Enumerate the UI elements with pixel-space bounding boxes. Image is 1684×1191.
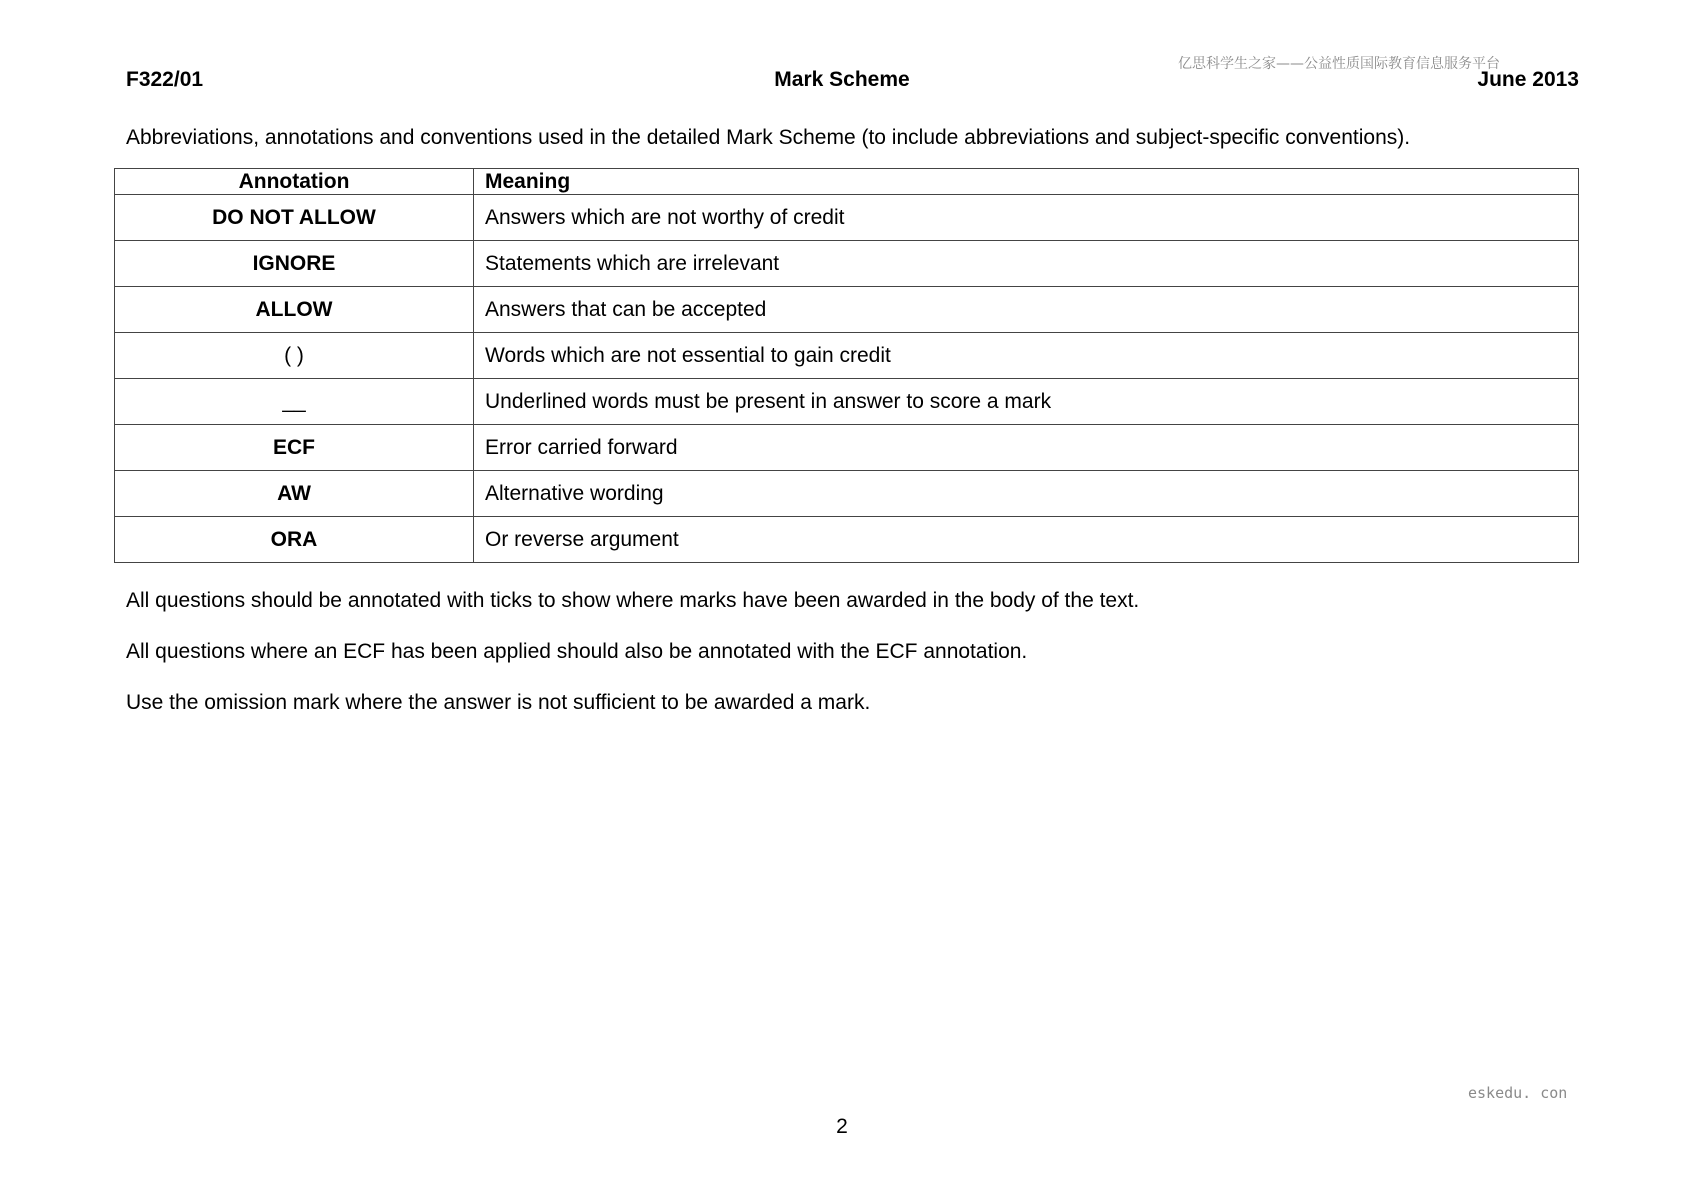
annotation-column-header: Annotation [115, 169, 474, 195]
meaning-cell: Error carried forward [474, 425, 1579, 471]
annotation-cell: DO NOT ALLOW [115, 195, 474, 241]
annotation-cell: __ [115, 379, 474, 425]
table-row [115, 333, 1579, 379]
intro-text: Abbreviations, annotations and conventions used in the detailed Mark Scheme (to include abbreviations and subject-specific conventions). [126, 126, 1411, 149]
meaning-column-header: Meaning [474, 169, 1579, 195]
meaning-cell: Answers which are not worthy of credit [474, 195, 1579, 241]
annotation-cell: AW [115, 471, 474, 517]
meaning-cell: Or reverse argument [474, 517, 1579, 563]
annotation-cell: ( ) [115, 333, 474, 379]
table-row [115, 517, 1579, 563]
note-omission: Use the omission mark where the answer is not sufficient to be awarded a mark. [126, 691, 871, 714]
note-ticks: All questions should be annotated with ticks to show where marks have been awarded in the body of the text. [126, 589, 1140, 612]
page-number: 2 [836, 1115, 848, 1138]
meaning-cell: Alternative wording [474, 471, 1579, 517]
watermark-top: 亿思科学生之家——公益性质国际教育信息服务平台 [1178, 56, 1500, 72]
meaning-cell: Words which are not essential to gain credit [474, 333, 1579, 379]
watermark-bottom: eskedu. con [1468, 1084, 1568, 1102]
meaning-cell: Underlined words must be present in answer to score a mark [474, 379, 1579, 425]
table-header-row [115, 169, 1579, 195]
annotations-table [114, 168, 1579, 563]
document-code: F322/01 [126, 68, 204, 91]
table-row [115, 471, 1579, 517]
table-row [115, 379, 1579, 425]
annotation-cell: ORA [115, 517, 474, 563]
document-date: June 2013 [1477, 68, 1579, 91]
annotation-cell: ALLOW [115, 287, 474, 333]
meaning-cell: Answers that can be accepted [474, 287, 1579, 333]
table-row [115, 241, 1579, 287]
table-row [115, 287, 1579, 333]
annotation-cell: IGNORE [115, 241, 474, 287]
meaning-cell: Statements which are irrelevant [474, 241, 1579, 287]
document-title: Mark Scheme [774, 68, 910, 91]
table-row [115, 425, 1579, 471]
table-row [115, 195, 1579, 241]
annotation-cell: ECF [115, 425, 474, 471]
note-ecf: All questions where an ECF has been applied should also be annotated with the ECF annotation. [126, 640, 1028, 663]
